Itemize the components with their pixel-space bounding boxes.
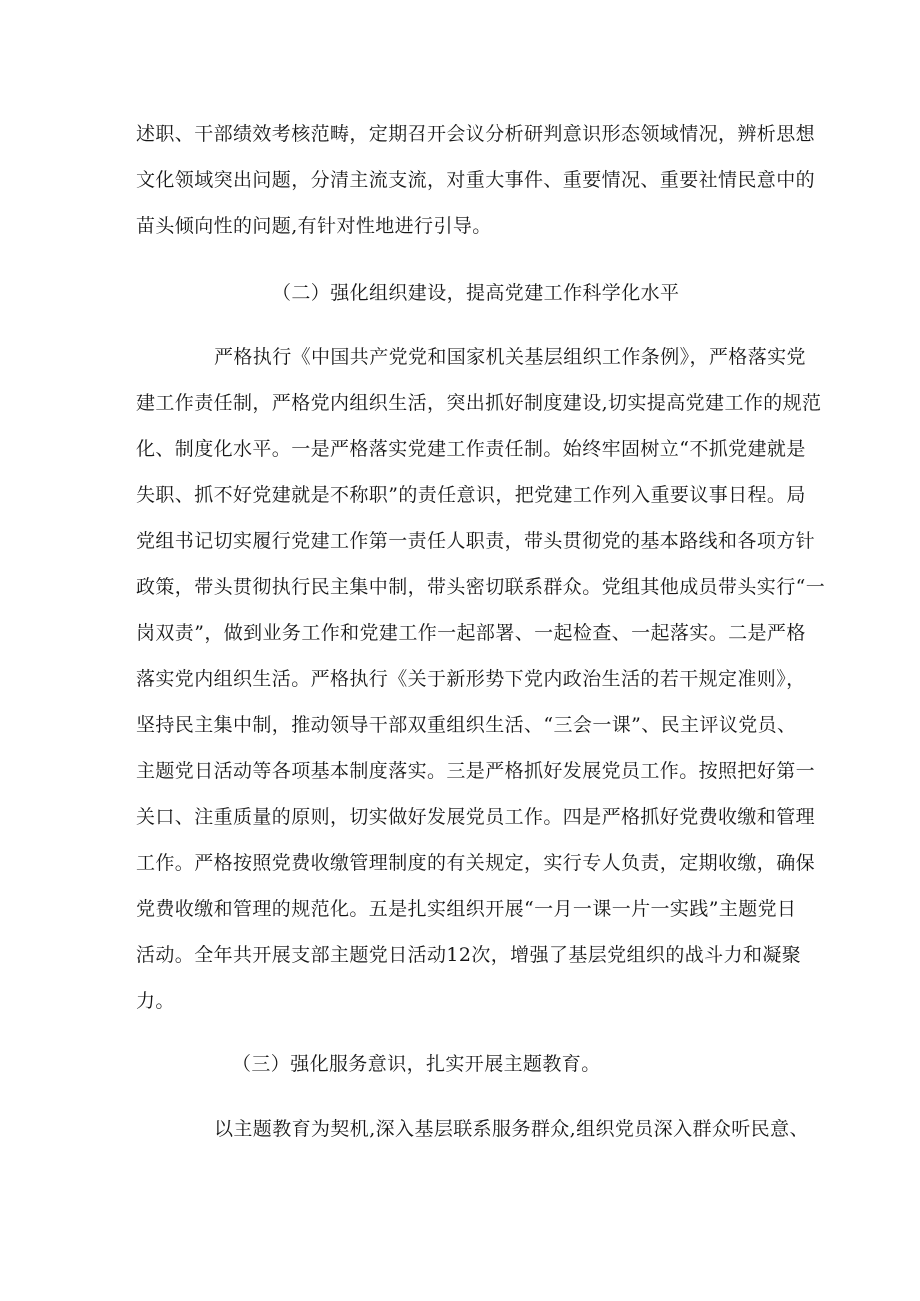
- paragraph-2-line-10: 主题党日活动等各项基本制度落实。三是严格抓好发展党员工作。按照把好第一: [136, 760, 816, 782]
- paragraph-2-line-4: 失职、抓不好党建就是不称职”的责任意识，把党建工作列入重要议事日程。局: [136, 484, 806, 506]
- paragraph-1-line-2: 文化领域突出问题，分清主流支流，对重大事件、重要情况、重要社情民意中的: [136, 169, 816, 191]
- paragraph-2-line-6: 政策，带头贯彻执行民主集中制，带头密切联系群众。党组其他成员带头实行“一: [136, 576, 826, 598]
- paragraph-2-line-8: 落实党内组织生活。严格执行《关于新形势下党内政治生活的若干规定准则》，: [136, 668, 806, 690]
- paragraph-2-line-7: 岗双责”，做到业务工作和党建工作一起部署、一起检查、一起落实。二是严格: [136, 622, 806, 644]
- paragraph-2-line-14: 活动。全年共开展支部主题党日活动12次，增强了基层党组织的战斗力和凝聚: [136, 944, 802, 966]
- paragraph-2-line-1: 严格执行《中国共产党党和国家机关基层组织工作条例》，严格落实党: [214, 346, 806, 368]
- section-heading-3: （三）强化服务意识，扎实开展主题教育。: [232, 1053, 601, 1075]
- paragraph-2-line-13: 党费收缴和管理的规范化。五是扎实组织开展“一月一课一片一实践”主题党日: [136, 898, 797, 920]
- paragraph-2-line-2: 建工作责任制，严格党内组织生活，突出抓好制度建设,切实提高党建工作的规范: [136, 392, 822, 414]
- paragraph-2-line-3: 化、制度化水平。一是严格落实党建工作责任制。始终牢固树立“不抓党建就是: [136, 438, 806, 460]
- paragraph-2-line-12: 工作。严格按照党费收缴管理制度的有关规定，实行专人负责，定期收缴，确保: [136, 852, 816, 874]
- paragraph-2-line-15: 力。: [136, 990, 175, 1012]
- paragraph-3-line-1: 以主题教育为契机,深入基层联系服务群众,组织党员深入群众听民意、: [214, 1118, 809, 1140]
- paragraph-1-line-3: 苗头倾向性的问题,有针对性地进行引导。: [136, 215, 492, 237]
- paragraph-1-line-1: 述职、干部绩效考核范畴，定期召开会议分析研判意识形态领域情况，辨析思想: [136, 123, 816, 145]
- paragraph-2-line-9: 坚持民主集中制，推动领导干部双重组织生活、“三会一课”、民主评议党员、: [136, 714, 797, 736]
- paragraph-2-line-11: 关口、注重质量的原则，切实做好发展党员工作。四是严格抓好党费收缴和管理: [136, 806, 816, 828]
- section-heading-2: （二）强化组织建设，提高党建工作科学化水平: [272, 282, 680, 304]
- paragraph-2-line-5: 党组书记切实履行党建工作第一责任人职责，带头贯彻党的基本路线和各项方针: [136, 530, 816, 552]
